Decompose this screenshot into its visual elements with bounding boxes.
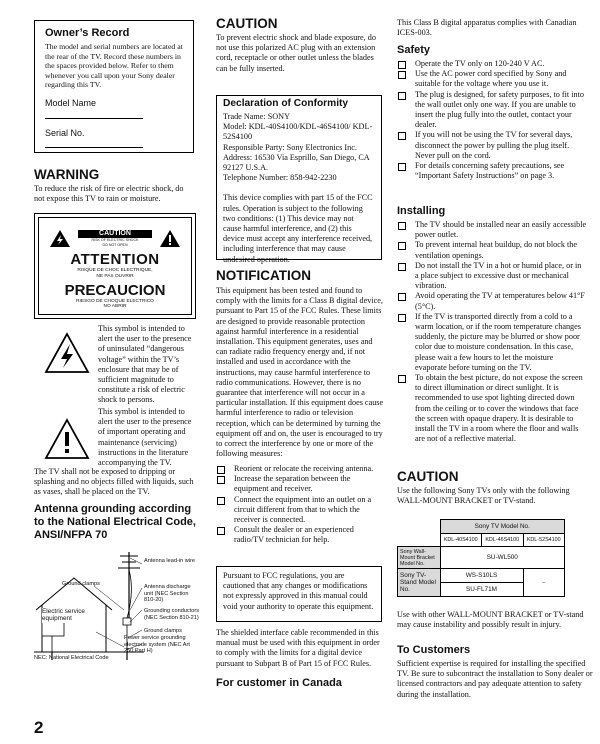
declaration-line-trade: Trade Name: SONY (223, 112, 291, 121)
checkbox-icon (398, 61, 406, 69)
list-item: Increase the separation between the equipment and receiver. (216, 474, 382, 494)
list-item: The TV should be installed near an easily accessible power outlet. (397, 220, 587, 240)
caution-label-graphic (34, 213, 196, 319)
label-nec: NEC: National Electrical Code (34, 655, 109, 661)
label-caution-sub1: RISK OF ELECTRIC SHOCK (91, 238, 139, 242)
declaration-line-party: Responsible Party: Sony Electronics Inc. (223, 142, 357, 152)
label-precaucion-sub1: RIESGO DE CHOQUE ELECTRICO (76, 298, 154, 304)
label-discharge-unit: Antenna discharge unit (NEC Section 810-20) (144, 584, 191, 604)
checkbox-icon (398, 242, 406, 250)
list-item: If the TV is transported directly from a cold to a warm location, or if the room temperature changes suddenly, the picture may be blurred or show poor color due to moisture condensation. In this case, please wait a few hours to let the moisture evaporate before turning on the TV. (397, 312, 587, 373)
symbol1-text: This symbol is intended to alert the user to the presence of uninsulated “dangerous voltage” within the TV’s enclosure that may be of sufficient magnitude to constitute a risk of electric shock to persons. (98, 324, 192, 405)
checkbox-icon (217, 476, 225, 484)
installing-list (397, 220, 587, 444)
model-cell: KDL-46S4100 (482, 534, 524, 547)
fcc-box-text: Pursuant to FCC regulations, you are cautioned that any changes or modifications not expressly approved in this manual could void your authority to operate this equipment. (223, 571, 374, 611)
label-caution: CAUTION (78, 230, 152, 238)
owners-record-box (34, 20, 194, 153)
checkbox-icon (398, 375, 406, 383)
exclamation-warning-icon (44, 418, 90, 460)
caution2-after-text: Use with other WALL-MOUNT BRACKET or TV-stand may cause instability and possibly result in injury. (397, 610, 584, 630)
warning-title: WARNING (34, 167, 100, 182)
owners-record-text: The model and serial numbers are located at the rear of the TV. Record these numbers in the spaces provided below. Refer to them whenever you call upon your Sony dealer regarding this TV. (45, 42, 183, 90)
model-table-header: Sony TV Model No. (440, 520, 565, 534)
label-precaucion: PRECAUCION (64, 281, 166, 299)
notification-title: NOTIFICATION (216, 268, 311, 283)
caution1-text: To prevent electric shock and blade exposure, do not use this polarized AC plug with an extension cord, receptacle or other outlet unless the blades can be fully inserted. (216, 33, 376, 73)
list-item: Connect the equipment into an outlet on a circuit different from that to which the receiver is connected. (216, 495, 382, 526)
page-number: 2 (34, 718, 44, 737)
checkbox-icon (398, 71, 406, 79)
row-label-tv-stand: Sony TV-Stand Model No. (398, 569, 441, 597)
tv-stand-dash: – (523, 569, 565, 597)
label-lead-in: Antenna lead-in wire (144, 558, 195, 564)
label-electric-service: Electric service equipment (42, 608, 98, 623)
label-attention: ATTENTION (70, 251, 160, 268)
declaration-line-address: Address: 16530 Via Esprillo, San Diego, CA 92127 U.S.A. (223, 152, 370, 173)
list-item: Use the AC power cord specified by Sony and suitable for the voltage where you use it. (397, 69, 587, 89)
checkbox-icon (398, 92, 406, 100)
label-power-service: Power service grounding electrode system (NEC Art 250 Part H) (124, 635, 190, 655)
model-name-label: Model Name (45, 98, 97, 108)
fcc-regulation-box (216, 566, 382, 622)
declaration-line-model: Model: KDL-40S4100/KDL-46S4100/ KDL-52S4100 (223, 122, 373, 142)
label-ground-clamps-top: Ground clamps (62, 581, 100, 587)
model-cell: KDL-40S4100 (440, 534, 482, 547)
warning-text: To reduce the risk of fire or electric shock, do not expose this TV to rain or moisture. (34, 184, 184, 204)
safety-list (397, 59, 587, 181)
antenna-grounding-diagram (34, 548, 200, 666)
drip-text: The TV shall not be exposed to dripping or splashing and no objects filled with liquids, such as vases, shall be placed on the TV. (34, 467, 194, 497)
checkbox-icon (398, 293, 406, 301)
checkbox-icon (398, 314, 406, 322)
row-label-wall-mount: Sony Wall-Mount Bracket Model No. (398, 547, 441, 569)
declaration-line-phone: Telephone Number: 858-942-2230 (223, 173, 337, 183)
label-precaucion-sub2: NO ABRIR (103, 304, 127, 310)
list-item: Operate the TV only on 120-240 V AC. (397, 59, 587, 69)
label-grounding-conductors: Grounding conductors (NEC Section 810-21) (144, 608, 200, 621)
notification-text: This equipment has been tested and found to comply with the limits for a Class B digital device, pursuant to Part 15 of the FCC Rules. These limits are designed to provide reasonable protection against harmful interference in a residential installation. This equipment generates, uses and can radiate radio frequency energy and, if not installed and used in accordance with the instructions, may cause harmful interference to radio communications. However, there is no guarantee that interference will not occur in a particular installation. If this equipment does cause harmful interference to radio or television reception, which can be determined by turning the equipment off and on, the user is encouraged to try to correct the interference by one or more of the following measures: (216, 286, 384, 459)
label-attention-sub1: RISQUE DE CHOC ELECTRIQUE, (77, 268, 153, 273)
label-attention-sub2: NE PAS OUVRIR (96, 273, 134, 279)
list-item: To prevent internal heat buildup, do not block the ventilation openings. (397, 240, 587, 260)
caution1-title: CAUTION (216, 16, 278, 31)
checkbox-icon (398, 222, 406, 230)
list-item: Reorient or relocate the receiving antenna. (216, 464, 382, 474)
list-item: Consult the dealer or an experienced radio/TV technician for help. (216, 525, 382, 545)
declaration-box (216, 95, 382, 264)
canada-title: For customer in Canada (216, 677, 342, 689)
dangerous-voltage-icon (44, 332, 90, 374)
checkbox-icon (398, 132, 406, 140)
symbol2-text: This symbol is intended to alert the user to the presence of important operating and maintenance (servicing) instructions in the literature accompanying the TV. (98, 407, 192, 468)
label-caution-sub2: DO NOT OPEN (102, 242, 128, 247)
shielded-text: The shielded interface cable recommended in this manual must be used with this equipment in order to comply with the limits for a digital device pursuant to Subpart B of Part 15 of FCC Rules. (216, 628, 380, 668)
checkbox-icon (398, 163, 406, 171)
list-item: Do not install the TV in a hot or humid place, or in a place subject to excessive dust or mechanical vibration. (397, 261, 587, 292)
customers-title: To Customers (397, 644, 471, 656)
notification-list (216, 464, 382, 546)
model-table (397, 519, 565, 597)
serial-no-line (45, 147, 143, 148)
owners-record-title: Owner’s Record (45, 27, 130, 39)
customers-text: Sufficient expertise is required for installing the specified TV. Be sure to subcontract the installation to Sony dealer or licensed contractors and pay adequate attention to safety during the installation. (397, 659, 593, 699)
checkbox-icon (217, 527, 225, 535)
tv-stand-value-1: WS-S10LS (440, 569, 523, 583)
checkbox-icon (398, 263, 406, 271)
wall-mount-value: SU-WL500 (440, 547, 565, 569)
safety-title: Safety (397, 44, 431, 56)
tv-stand-value-2: SU-FL71M (440, 583, 523, 597)
declaration-title: Declaration of Conformity (223, 98, 349, 109)
model-cell: KDL-52S4100 (523, 534, 565, 547)
antenna-title: Antenna grounding according to the National Electrical Code, ANSI/NFPA 70 (34, 503, 196, 541)
installing-title: Installing (397, 205, 446, 217)
canada-text: This Class B digital apparatus complies with Canadian ICES-003. (397, 18, 577, 38)
checkbox-icon (217, 497, 225, 505)
list-item: If you will not be using the TV for several days, disconnect the power by pulling the plug itself. Never pull on the cord. (397, 130, 587, 161)
caution2-title: CAUTION (397, 469, 459, 484)
list-item: The plug is designed, for safety purposes, to fit into the wall outlet only one way. If you are unable to insert the plug fully into the outlet, contact your dealer. (397, 90, 587, 131)
serial-no-label: Serial No. (45, 128, 85, 138)
checkbox-icon (217, 466, 225, 474)
list-item: To obtain the best picture, do not expose the screen to direct illumination or direct sunlight. It is recommended to use spot lighting directed down from the ceiling or to cover the windows that face the screen with opaque drapery. It is desirable to install the TV in a room where the floor and walls are not of a reflective material. (397, 373, 587, 444)
caution2-text: Use the following Sony TVs only with the following WALL-MOUNT BRACKET or TV-stand. (397, 486, 570, 506)
list-item: Avoid operating the TV at temperatures below 41°F (5°C). (397, 291, 587, 311)
exclamation-triangle-icon (159, 229, 181, 248)
declaration-fcc-text: This device complies with part 15 of the FCC rules. Operation is subject to the following two conditions: (1) This device may not cause harmful interference, and (2) this device must accept any interference received, including interference that may cause undesired operation. (223, 193, 373, 264)
list-item: For details concerning safety precautions, see “Important Safety Instructions” on page 3. (397, 161, 587, 181)
lightning-triangle-icon (49, 229, 71, 248)
model-name-line (45, 118, 143, 119)
label-ground-clamps-bottom: Ground clamps (144, 628, 182, 634)
